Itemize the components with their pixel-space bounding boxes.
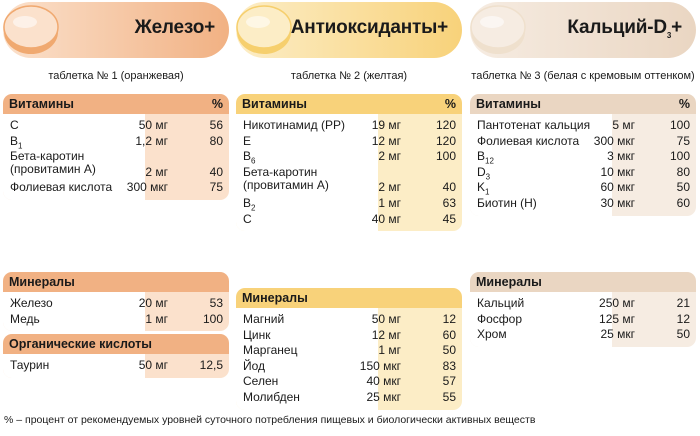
nutrient-name — [477, 328, 611, 341]
block-body — [236, 308, 462, 410]
nutrient-row — [236, 343, 462, 359]
tablet-icon — [3, 2, 59, 58]
nutrient-row — [236, 196, 462, 212]
product-title-text: Железо+ — [134, 17, 215, 38]
nutrient-name-text: C — [10, 118, 19, 132]
block-heading — [3, 334, 229, 354]
product-title — [567, 17, 682, 40]
nutrient-name — [477, 119, 611, 132]
nutrient-name-text: Медь — [10, 311, 40, 326]
nutrient-percent: 100 — [669, 149, 690, 164]
nutrient-block — [470, 272, 696, 347]
nutrient-name — [10, 297, 144, 310]
nutrient-amount: 25 мкг — [600, 327, 635, 342]
nutrient-amount: 250 мг — [599, 296, 635, 310]
nutrient-percent: 50 — [676, 180, 690, 195]
nutrient-amount: 1 мг — [378, 343, 401, 358]
block-heading-label: Витамины — [242, 97, 307, 111]
nutrient-name-text: Бета-каротин (провитамин А) — [10, 149, 96, 177]
tablet-icon — [470, 2, 526, 58]
nutrient-row — [470, 327, 696, 343]
nutrient-block — [3, 272, 229, 331]
product-title — [135, 17, 215, 39]
nutrient-percent: 56 — [209, 118, 223, 132]
nutrient-amount: 12 мг — [371, 327, 401, 342]
nutrient-row — [236, 312, 462, 328]
nutrient-name — [10, 313, 144, 326]
nutrient-row — [3, 149, 229, 180]
nutrient-amount: 10 мкг — [600, 164, 635, 179]
nutrient-name — [10, 150, 144, 176]
nutrient-percent: 50 — [442, 343, 456, 358]
block-heading-label: Витамины — [476, 97, 541, 111]
product-title-suffix: + — [671, 17, 682, 38]
nutrient-name-text: Цинк — [243, 327, 271, 342]
block-heading — [470, 94, 696, 114]
percent-header: % — [211, 97, 223, 111]
nutrient-name — [477, 313, 611, 326]
nutrient-percent: 83 — [442, 358, 456, 373]
nutrient-percent: 100 — [669, 118, 690, 132]
nutrient-subscript: 1 — [485, 187, 490, 197]
nutrient-percent: 100 — [435, 149, 456, 164]
nutrient-name-text: Фолиевая кислота — [477, 133, 580, 148]
nutrient-name — [243, 360, 377, 373]
nutrient-amount: 20 мг — [138, 296, 168, 310]
nutrient-percent: 12,5 — [199, 358, 223, 372]
nutrient-amount: 19 мг — [371, 118, 401, 132]
nutrient-amount: 5 мг — [612, 118, 635, 132]
block-body — [3, 292, 229, 331]
nutrient-name — [243, 135, 377, 148]
nutrient-percent: 100 — [202, 311, 223, 326]
block-body — [236, 114, 462, 231]
nutrient-name-text: B — [477, 149, 486, 164]
nutrient-row — [3, 118, 229, 134]
nutrient-subscript: 6 — [251, 156, 256, 166]
block-heading-label: Минералы — [242, 291, 308, 305]
nutrient-row — [470, 134, 696, 150]
block-body — [3, 114, 229, 200]
nutrient-name — [477, 297, 611, 310]
nutrient-name-text: Магний — [243, 312, 285, 326]
block-heading-label: Витамины — [9, 97, 74, 111]
block-heading-label: Минералы — [9, 275, 75, 289]
nutrient-name-text: Фосфор — [477, 311, 523, 326]
nutrient-percent: 75 — [209, 180, 223, 195]
percent-header: % — [678, 97, 690, 111]
nutrient-row — [470, 312, 696, 328]
nutrient-name — [243, 375, 377, 388]
product-title-subscript: 3 — [666, 30, 672, 40]
nutrient-row — [470, 149, 696, 165]
nutrient-subscript: 3 — [485, 172, 491, 182]
nutrient-amount: 3 мкг — [607, 149, 635, 164]
nutrient-name-text: Железо — [10, 296, 53, 310]
nutrient-name-text: Хром — [477, 327, 507, 342]
nutrient-row — [236, 134, 462, 150]
nutrient-percent: 53 — [209, 296, 223, 310]
nutrient-amount: 300 мкг — [593, 133, 635, 148]
nutrient-amount: 300 мкг — [126, 180, 168, 195]
product-column — [470, 0, 696, 410]
nutrient-name-text: B — [243, 196, 252, 210]
tablet-description: таблетка № 2 (желтая) — [290, 70, 408, 82]
nutrient-amount: 2 мг — [378, 149, 401, 164]
nutrient-row — [470, 165, 696, 181]
block-body — [3, 354, 229, 378]
nutrient-row — [3, 312, 229, 328]
nutrient-amount: 50 мг — [371, 312, 401, 326]
block-heading — [236, 288, 462, 308]
nutrient-block — [470, 94, 696, 216]
block-heading — [3, 94, 229, 114]
nutrient-row — [470, 296, 696, 312]
block-heading — [3, 272, 229, 292]
nutrient-name — [243, 313, 377, 326]
nutrient-amount: 12 мг — [371, 133, 401, 148]
block-heading — [236, 94, 462, 114]
nutrient-block — [236, 94, 462, 231]
nutrient-row — [236, 165, 462, 196]
nutrient-amount: 25 мкг — [366, 390, 401, 404]
nutrient-row — [3, 134, 229, 150]
nutrient-percent: 55 — [442, 390, 456, 404]
nutrient-name-text: Йод — [243, 358, 266, 373]
nutrient-percent: 50 — [676, 327, 690, 342]
footnote: % – процент от рекомендуемых уровней суточного потребления пищевых и биологически активных веществ — [4, 414, 536, 426]
nutrient-row — [236, 149, 462, 165]
nutrient-amount: 125 мг — [599, 311, 635, 326]
nutrient-name-text: K — [477, 180, 486, 195]
nutrient-subscript: 1 — [18, 140, 23, 150]
nutrient-row — [3, 358, 229, 374]
nutrient-name-text: Никотинамид (PP) — [243, 118, 345, 132]
nutrient-name — [477, 135, 611, 148]
nutrient-row — [236, 359, 462, 375]
nutrient-percent: 75 — [676, 133, 690, 148]
tablet-icon — [236, 2, 292, 58]
product-title-text: Кальций-D — [567, 17, 667, 38]
nutrient-name — [243, 391, 377, 404]
nutrient-block — [236, 288, 462, 410]
product-header — [236, 2, 462, 58]
nutrient-percent: 60 — [676, 196, 690, 210]
nutrient-row — [470, 118, 696, 134]
nutrient-name — [10, 119, 144, 132]
nutrient-row — [470, 180, 696, 196]
nutrient-row — [236, 328, 462, 344]
nutrient-name — [477, 197, 611, 210]
nutrient-name-text: B — [243, 149, 252, 164]
block-heading-label: Органические кислоты — [9, 337, 152, 351]
nutrient-name-text: E — [243, 133, 252, 148]
block-heading — [470, 272, 696, 292]
nutrient-name-text: Бета-каротин (провитамин А) — [243, 164, 329, 192]
nutrient-percent: 60 — [442, 327, 456, 342]
nutrient-amount: 50 мг — [138, 118, 168, 132]
block-body — [470, 114, 696, 216]
nutrient-amount: 2 мг — [378, 180, 401, 195]
tablet-description: таблетка № 3 (белая с кремовым оттенком) — [471, 70, 695, 82]
nutrient-amount: 1,2 мг — [135, 133, 168, 148]
nutrient-name-text: Марганец — [243, 343, 298, 358]
nutrient-row — [236, 118, 462, 134]
nutrient-percent: 40 — [442, 180, 456, 195]
nutrient-amount: 2 мг — [145, 164, 168, 179]
nutrient-block — [3, 334, 229, 378]
nutrient-percent: 80 — [209, 133, 223, 148]
nutrient-subscript: 2 — [251, 203, 256, 213]
product-header — [470, 2, 696, 58]
nutrient-name — [10, 181, 144, 194]
product-header — [3, 2, 229, 58]
block-body — [470, 292, 696, 347]
nutrient-amount: 30 мкг — [600, 196, 635, 210]
nutrient-amount: 60 мкг — [600, 180, 635, 195]
nutrient-row — [236, 374, 462, 390]
product-title-text: Антиоксиданты+ — [290, 17, 448, 38]
nutrient-amount: 40 мкг — [366, 374, 401, 389]
nutrient-name — [243, 344, 377, 357]
nutrient-percent: 120 — [435, 118, 456, 132]
nutrient-name — [243, 119, 377, 132]
nutrient-percent: 21 — [676, 296, 690, 310]
nutrient-percent: 120 — [435, 133, 456, 148]
nutrient-row — [236, 212, 462, 228]
block-heading-label: Минералы — [476, 275, 542, 289]
nutrient-block — [3, 94, 229, 200]
nutrient-subscript: 12 — [485, 156, 494, 166]
nutrient-row — [470, 196, 696, 212]
nutrient-amount: 150 мкг — [359, 358, 401, 373]
nutrient-percent: 40 — [209, 164, 223, 179]
nutrient-percent: 12 — [442, 312, 456, 326]
nutrient-name — [243, 166, 377, 192]
nutrient-name-text: C — [243, 211, 252, 226]
percent-header: % — [444, 97, 456, 111]
product-column — [236, 0, 462, 410]
nutrient-row — [3, 180, 229, 196]
nutrient-percent: 45 — [442, 211, 456, 226]
nutrient-percent: 63 — [442, 196, 456, 210]
nutrient-row — [3, 296, 229, 312]
nutrient-amount: 1 мг — [378, 196, 401, 210]
nutrient-name-text: Кальций — [477, 296, 525, 310]
nutrient-name-text: Молибден — [243, 390, 300, 404]
nutrient-name-text: Селен — [243, 374, 279, 389]
nutrient-percent: 57 — [442, 374, 456, 389]
nutrient-name-text: Фолиевая кислота — [10, 180, 113, 195]
nutrient-name-text: D — [477, 164, 486, 179]
nutrient-percent: 12 — [676, 311, 690, 326]
product-title — [291, 17, 448, 39]
nutrient-name — [243, 329, 377, 342]
nutrient-amount: 40 мг — [371, 211, 401, 226]
product-column — [3, 0, 229, 410]
nutrient-name — [10, 359, 144, 372]
nutrient-name-text: Биотин (H) — [477, 196, 537, 210]
nutrient-row — [236, 390, 462, 406]
nutrient-percent: 80 — [676, 164, 690, 179]
nutrient-amount: 1 мг — [145, 311, 168, 326]
nutrient-name-text: B — [10, 133, 19, 148]
nutrient-name-text: Таурин — [10, 358, 50, 372]
nutrient-name — [243, 213, 377, 226]
tablet-description: таблетка № 1 (оранжевая) — [48, 70, 184, 82]
nutrient-amount: 50 мг — [138, 358, 168, 372]
nutrient-name-text: Пантотенат кальция — [477, 118, 591, 132]
